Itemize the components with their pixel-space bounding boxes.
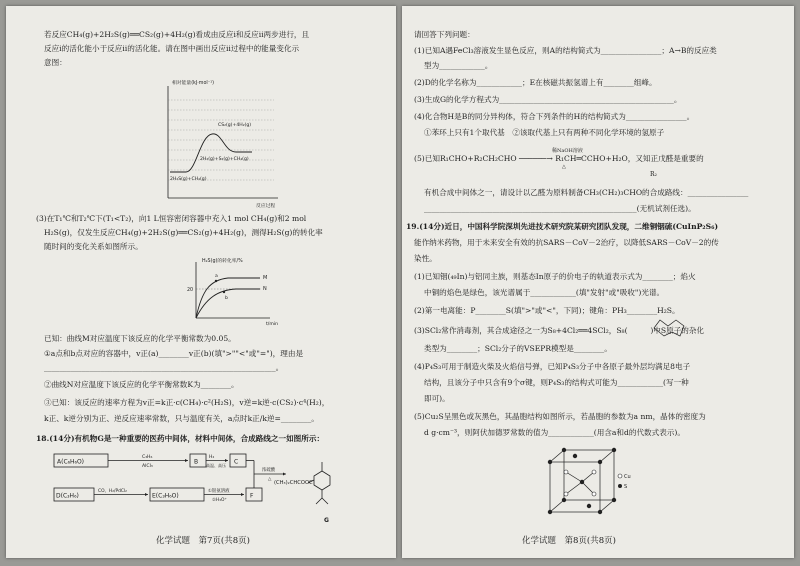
text-line: ①苯环上只有1个取代基 ②该取代基上只有两种不同化学环境的氢原子 xyxy=(424,128,665,137)
chart-ylabel: H₂S(g)的转化率/% xyxy=(202,259,243,264)
text-line: 型为____________。 xyxy=(424,61,493,70)
answer-blank: _____________________________________________________________。 xyxy=(44,363,284,372)
text-line: 请回答下列问题： xyxy=(414,30,475,39)
text-line: H₂S(g)，仅发生反应CH₄(g)+2H₂S(g)══CS₂(g)+4H₂(g)，测得H₂S(g)的转化率 xyxy=(44,228,323,237)
text-line: 中铜的焰色是绿色，该光谱属于____________(填"发射"或"吸收")光谱。 xyxy=(424,288,665,297)
page-footer: 化学试题 第8页(共8页) xyxy=(522,536,616,546)
reagent-label: ②H₃O⁺ xyxy=(212,498,227,503)
reagent-label: 浓硫酸 xyxy=(262,468,276,473)
reagent-label: △ xyxy=(268,477,272,482)
legend-label: S xyxy=(624,484,628,490)
text-line: (4)P₄S₃可用于制造火柴及火焰信号弹，已知P₄S₃分子中各原子最外层均满足8电子 xyxy=(414,362,691,371)
text-line: k正、k逆分别为正、逆反应速率常数，只与温度有关，a点时k正/k逆=________。 xyxy=(44,414,319,423)
diagram-label: CS₂(g)+4H₂(g) xyxy=(218,123,252,128)
s8-ring-structure xyxy=(650,316,690,340)
curve-label: N xyxy=(263,286,267,292)
scheme-node: B xyxy=(194,458,199,466)
chart-ytick: 20 xyxy=(187,288,194,293)
scheme-node: A(C₆H₆O) xyxy=(57,458,85,466)
text-line: 随时间的变化关系如图所示。 xyxy=(44,242,143,251)
text-line: 即可)。 xyxy=(424,394,450,403)
text-line: 有机合成中间体之一，请设计以乙醛为原料制备CH₃(CH₂)₃CHO的合成路线：________________ xyxy=(424,188,749,197)
text-line: (4)化合物H是B的同分异构体，符合下列条件的H的结构简式为________________。 xyxy=(414,112,695,121)
text-line: 若反应CH₄(g)+2H₂S(g)══CS₂(g)+4H₂(g)看成由反应ⅰ和反应ⅱ两步进行，且 xyxy=(44,30,310,39)
question-heading: 19.(14分)近日，中国科学院深圳先进技术研究院某研究团队发现，二维铜铟硫(CuInP₂S₆) xyxy=(406,222,719,231)
text-line: (1)已知铟(₄₉In)与铝同主族，则基态In原子的价电子的轨道表示式为________；焰火 xyxy=(414,272,696,281)
text-line: ③已知：该反应的速率方程为v正=k正·c(CH₄)·c²(H₂S)，v逆=k逆·c(CS₂)·c⁴(H₂)， xyxy=(44,398,330,407)
scheme-node: G xyxy=(324,517,329,524)
text-line: (2)第一电离能：P________S(填">"或"<"，下同)；键角：PH₃________H₂S。 xyxy=(414,306,680,315)
text-line: 已知：曲线M对应温度下该反应的化学平衡常数为0.05。 xyxy=(44,334,236,343)
left-page xyxy=(6,6,396,558)
scheme-node: C xyxy=(234,458,239,466)
text-line: (3)SCl₂常作消毒剂，其合成途径之一为S₈+4Cl₂══4SCl₂，S₈( )中S原子的杂化 xyxy=(414,326,705,335)
point-label: a xyxy=(215,274,218,279)
reagent-label: H₂ xyxy=(209,455,215,460)
chart-xlabel: t/min xyxy=(266,322,279,327)
scheme-node: E(C₃H₆O) xyxy=(152,492,179,500)
text-line: (3)在T₁℃和T₂℃下(T₁<T₂)，向1 L恒容密闭容器中充入1 mol CH₄(g)和2 mol xyxy=(36,214,307,223)
text-line: ②曲线N对应温度下该反应的化学平衡常数K为________。 xyxy=(44,380,239,389)
text-line: (5)已知R₁CHO+R₂CH₂CHO ──────→ R₁CH═CCHO+H₂O，又知正戊醛是重要的 xyxy=(414,154,704,163)
reagent-label: AlCl₃ xyxy=(142,464,153,469)
synthesis-scheme xyxy=(52,450,352,526)
text-line: (5)Cu₂S呈黑色或灰黑色，其晶胞结构如图所示，若晶胞的参数为a nm，晶体的密度为 xyxy=(414,412,706,421)
diagram-xlabel: 反应过程 xyxy=(256,204,276,209)
crystal-cell-diagram xyxy=(542,442,632,528)
text-line: 意图： xyxy=(44,58,67,67)
product-formula: (CH₃)₂CHCOOC xyxy=(274,480,313,486)
text-line: (3)生成G的化学方程式为______________________________________________。 xyxy=(414,95,682,104)
reaction-condition: 稀NaOH溶液 xyxy=(552,148,583,154)
text-line: 能作纳米药物，用于未来安全有效的抗SARS－CoV－2治疗，以降低SARS－CoV－2的传 xyxy=(414,238,719,247)
point-label: b xyxy=(225,296,228,301)
text-line: d g·cm⁻³，则阿伏加德罗常数的值为____________(用含a和d的代数式表示)。 xyxy=(424,428,685,437)
legend-label: Cu xyxy=(624,474,631,480)
reagent-label: CO、H₂/PdCl₂ xyxy=(98,489,127,494)
energy-diagram xyxy=(156,76,286,211)
substituent-label: R₂ xyxy=(650,171,657,178)
text-line: (1)已知A遇FeCl₃溶液发生显色反应，则A的结构简式为________________；A→B的反应类 xyxy=(414,46,717,55)
text-line: 类型为________；SCl₂分子的VSEPR模型是________。 xyxy=(424,344,612,353)
diagram-label: 2H₂S(g)+CH₄(g) xyxy=(170,177,207,182)
right-page xyxy=(402,6,794,558)
page-footer: 化学试题 第7页(共8页) xyxy=(156,536,250,546)
conversion-chart xyxy=(182,256,282,328)
diagram-ylabel: 相对能量(kJ·mol⁻¹) xyxy=(172,81,215,86)
curve-label: M xyxy=(263,275,268,281)
text-line: 结构，且该分子中只含有9个σ键，则P₄S₃的结构式可能为____________(写一种 xyxy=(424,378,689,387)
text-line: ________________________________________________________(无机试剂任选)。 xyxy=(424,204,696,213)
diagram-label: 2H₂(g)+S₂(g)+CH₄(g) xyxy=(200,157,249,162)
text-line: ①a点和b点对应的容器中，v正(a)________v正(b)(填">""<"或"=")，理由是 xyxy=(44,349,304,358)
reagent-label: 高温、高压 xyxy=(206,463,226,468)
reagent-label: ①银氨溶液 xyxy=(208,489,230,494)
text-line: (2)D的化学名称为____________；E在核磁共振氢谱上有________组峰。 xyxy=(414,78,657,87)
text-line: 反应ⅰ的活化能小于反应ⅱ的活化能。请在图中画出反应ⅱ过程中的能量变化示 xyxy=(44,44,300,53)
reagent-label: C₃H₆ xyxy=(142,455,153,460)
text-line: 染性。 xyxy=(414,254,437,263)
question-heading: 18.(14分)有机物G是一种重要的医药中间体，材料中间体，合成路线之一如图所示： xyxy=(36,434,325,443)
reaction-condition: △ xyxy=(562,164,566,170)
scheme-node: F xyxy=(250,492,254,500)
scheme-node: D(C₃H₆) xyxy=(56,492,79,500)
